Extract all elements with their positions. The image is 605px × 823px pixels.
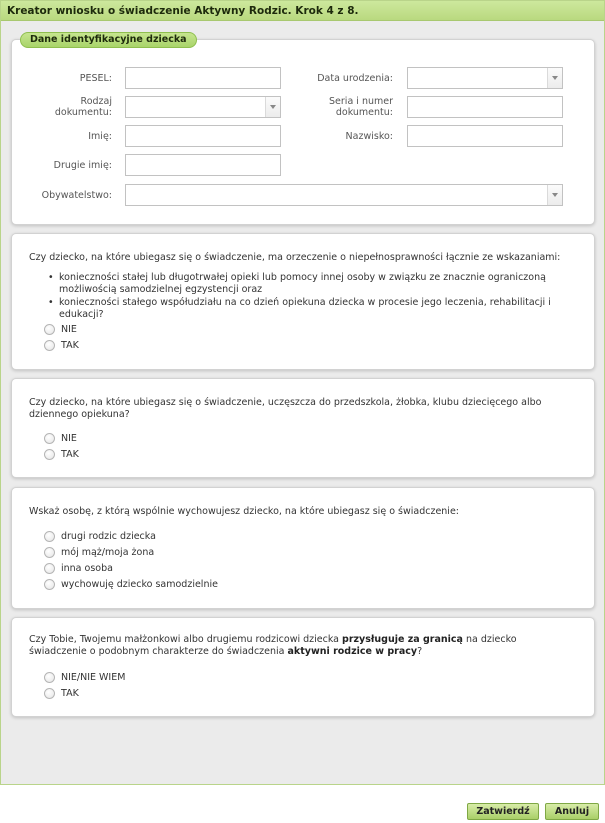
doc-series-input[interactable] bbox=[407, 96, 563, 118]
radio-button[interactable] bbox=[44, 672, 55, 683]
requirements-list bbox=[48, 272, 578, 322]
question-text: Czy dziecko, na które ubiegasz się o świadczenie, uczęszcza do przedszkola, żłobka, klubu dziecięcego albo dziennego opiekuna? bbox=[29, 397, 542, 420]
second-name-label: Drugie imię: bbox=[53, 160, 112, 171]
section-title: Dane identyfikacyjne dziecka bbox=[20, 32, 197, 48]
radio-button[interactable] bbox=[44, 688, 55, 699]
coparent-question-panel bbox=[11, 487, 595, 609]
question-text: Wskaż osobę, z którą wspólnie wychowujesz dziecko, na które ubiegasz się o świadczenie: bbox=[29, 506, 459, 517]
chevron-down-icon[interactable] bbox=[547, 68, 562, 88]
radio-label: mój mąż/moja żona bbox=[61, 546, 155, 558]
disability-question-panel bbox=[11, 233, 595, 370]
second-name-input[interactable] bbox=[125, 154, 281, 176]
birth-date-label: Data urodzenia: bbox=[317, 73, 393, 84]
question-text: Czy Tobie, Twojemu małżonkowi albo drugiemu rodzicowi dziecka przysługuje za granicą na dziecko świadczenie o podobnym charakterze do świadczenia aktywni rodzice w pracy? bbox=[29, 634, 517, 657]
radio-option-nie-nie-wiem[interactable] bbox=[44, 670, 125, 684]
radio-label: drugi rodzic dziecka bbox=[61, 530, 156, 542]
chevron-down-icon[interactable] bbox=[265, 97, 280, 117]
radio-label: NIE/NIE WIEM bbox=[61, 671, 126, 683]
radio-option-tak[interactable] bbox=[44, 447, 79, 461]
radio-button[interactable] bbox=[44, 579, 55, 590]
radio-option-spouse[interactable] bbox=[44, 545, 154, 559]
radio-label: TAK bbox=[61, 448, 79, 460]
doc-series-label: Seria i numer dokumentu: bbox=[329, 96, 393, 118]
radio-option-other-parent[interactable] bbox=[44, 529, 156, 543]
child-data-panel bbox=[11, 34, 595, 225]
radio-option-tak[interactable] bbox=[44, 338, 79, 352]
radio-label: NIE bbox=[61, 323, 77, 335]
daycare-question-panel bbox=[11, 378, 595, 478]
pesel-input[interactable] bbox=[125, 67, 281, 89]
doc-type-label: Rodzaj dokumentu: bbox=[54, 96, 112, 118]
radio-label: TAK bbox=[61, 339, 79, 351]
radio-label: inna osoba bbox=[61, 562, 113, 574]
list-item: • konieczności stałej lub długotrwałej opieki lub pomocy innej osoby w związku ze znacznie ograniczoną możliwością samodzielnej egzystencji oraz bbox=[48, 272, 578, 296]
confirm-button[interactable]: Zatwierdź bbox=[467, 803, 539, 820]
radio-button[interactable] bbox=[44, 433, 55, 444]
radio-option-other-person[interactable] bbox=[44, 561, 113, 575]
birth-date-picker[interactable] bbox=[407, 67, 563, 89]
radio-button[interactable] bbox=[44, 324, 55, 335]
doc-type-select[interactable] bbox=[125, 96, 281, 118]
radio-option-nie[interactable] bbox=[44, 322, 77, 336]
radio-button[interactable] bbox=[44, 563, 55, 574]
radio-button[interactable] bbox=[44, 531, 55, 542]
radio-label: TAK bbox=[61, 687, 79, 699]
radio-label: wychowuję dziecko samodzielnie bbox=[61, 578, 218, 590]
radio-button[interactable] bbox=[44, 449, 55, 460]
list-item: • konieczności stałego współudziału na co dzień opiekuna dziecka w procesie jego leczenia, rehabilitacji i edukacji? bbox=[48, 297, 578, 321]
radio-option-tak[interactable] bbox=[44, 686, 79, 700]
first-name-label: Imię: bbox=[88, 131, 112, 142]
question-text: Czy dziecko, na które ubiegasz się o świadczenie, ma orzeczenie o niepełnosprawności łącznie ze wskazaniami: bbox=[29, 252, 561, 263]
pesel-label: PESEL: bbox=[79, 73, 112, 84]
radio-option-alone[interactable] bbox=[44, 577, 218, 591]
radio-label: NIE bbox=[61, 432, 77, 444]
radio-option-nie[interactable] bbox=[44, 431, 77, 445]
first-name-input[interactable] bbox=[125, 125, 281, 147]
citizenship-label: Obywatelstwo: bbox=[41, 190, 112, 201]
foreign-benefit-question-panel bbox=[11, 617, 595, 717]
chevron-down-icon[interactable] bbox=[547, 185, 562, 205]
last-name-label: Nazwisko: bbox=[345, 131, 393, 142]
radio-button[interactable] bbox=[44, 547, 55, 558]
radio-button[interactable] bbox=[44, 340, 55, 351]
window-title: Kreator wniosku o świadczenie Aktywny Rodzic. Krok 4 z 8. bbox=[1, 1, 604, 21]
last-name-input[interactable] bbox=[407, 125, 563, 147]
cancel-button[interactable]: Anuluj bbox=[545, 803, 599, 820]
citizenship-select[interactable] bbox=[125, 184, 563, 206]
